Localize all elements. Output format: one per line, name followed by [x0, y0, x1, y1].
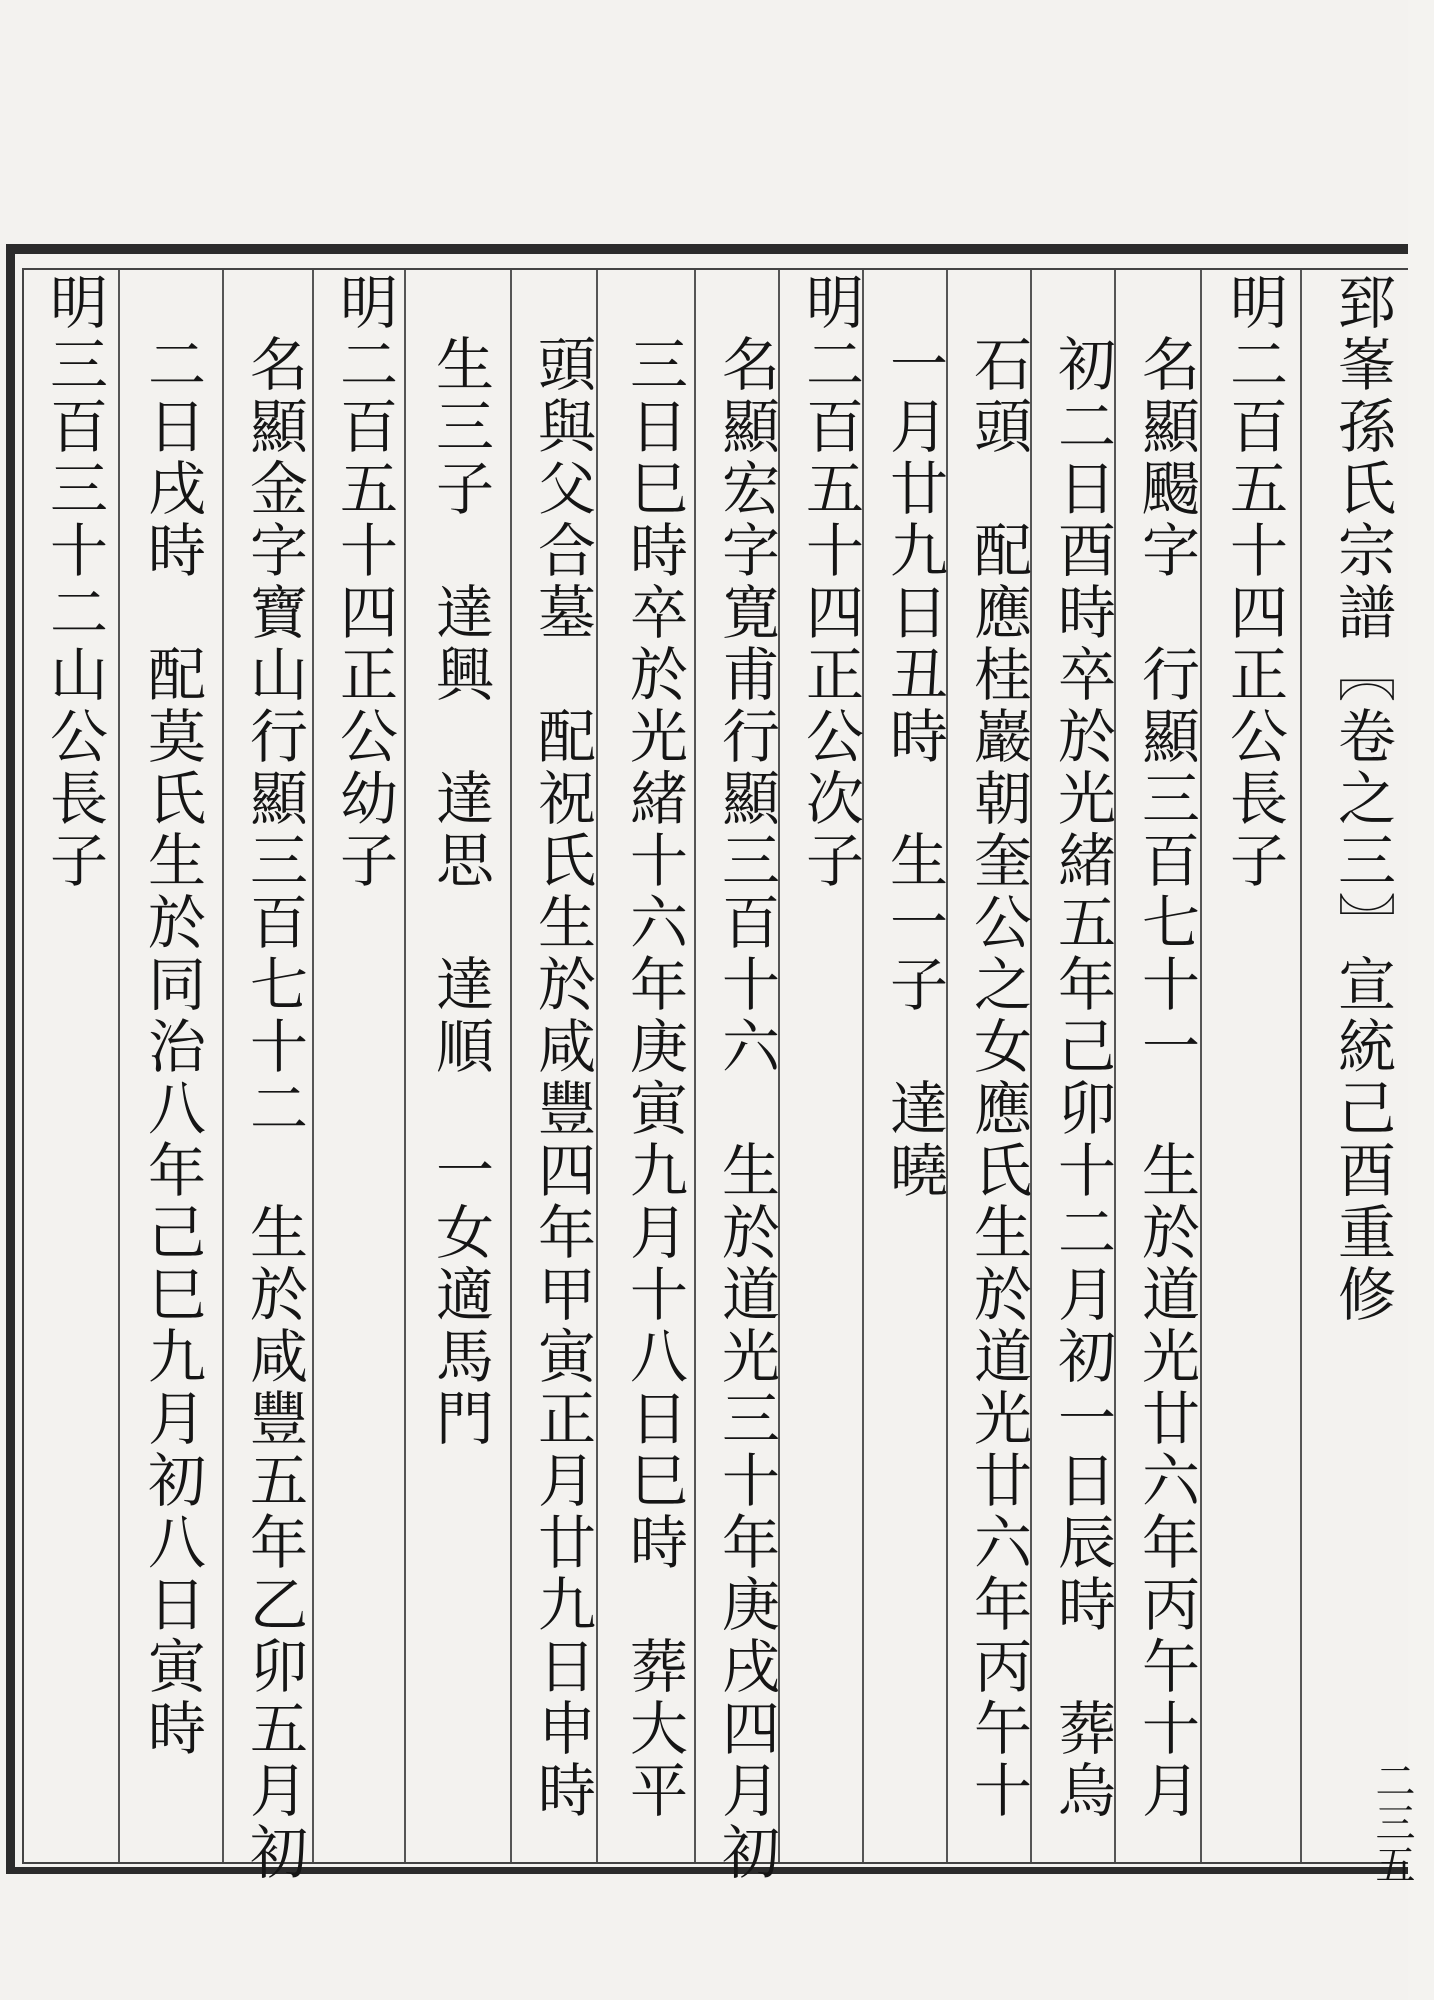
folio-number: 二三五 [1369, 1760, 1415, 1886]
genealogy-column-8: 三日巳時卒於光緒十六年庚寅九月十八日巳時 葬大平 [620, 272, 688, 1822]
column-rule [510, 270, 512, 1862]
genealogy-column-11: 明二百五十四正公幼子 [330, 272, 398, 892]
genealogy-column-6: 明二百五十四正公次子 [796, 272, 864, 892]
genealogy-column-3: 初二日酉時卒於光緒五年己卯十二月初一日辰時 葬烏 [1048, 272, 1116, 1822]
genealogy-column-5: 一月廿九日丑時 生一子 達曉 [880, 272, 948, 1202]
genealogy-column-7: 名顯宏字寛甫行顯三百十六 生於道光三十年庚戌四月初 [712, 272, 780, 1884]
genealogy-column-1: 明二百五十四正公長子 [1220, 272, 1288, 892]
column-rule [118, 270, 120, 1862]
column-rule [1300, 270, 1302, 1862]
genealogy-column-9: 頭與父合墓 配祝氏生於咸豐四年甲寅正月廿九日申時 [528, 272, 596, 1822]
genealogy-column-13: 二日戌時 配莫氏生於同治八年己巳九月初八日寅時 [138, 272, 206, 1760]
genealogy-column-2: 名顯颺字 行顯三百七十一 生於道光廿六年丙午十月 [1132, 272, 1200, 1822]
genealogy-column-14: 明三百三十二山公長子 [40, 272, 108, 892]
genealogy-column-12: 名顯金字寶山行顯三百七十二 生於咸豐五年乙卯五月初 [240, 272, 308, 1884]
book-title-margin: 郅峯孫氏宗譜〖卷之三〗宣統己酉重修 [1328, 272, 1396, 1326]
column-rule [222, 270, 224, 1862]
genealogy-column-10: 生三子 達興 達思 達順 一女適馬門 [426, 272, 494, 1450]
genealogy-column-4: 石頭 配應桂巖朝奎公之女應氏生於道光廿六年丙午十 [964, 272, 1032, 1822]
